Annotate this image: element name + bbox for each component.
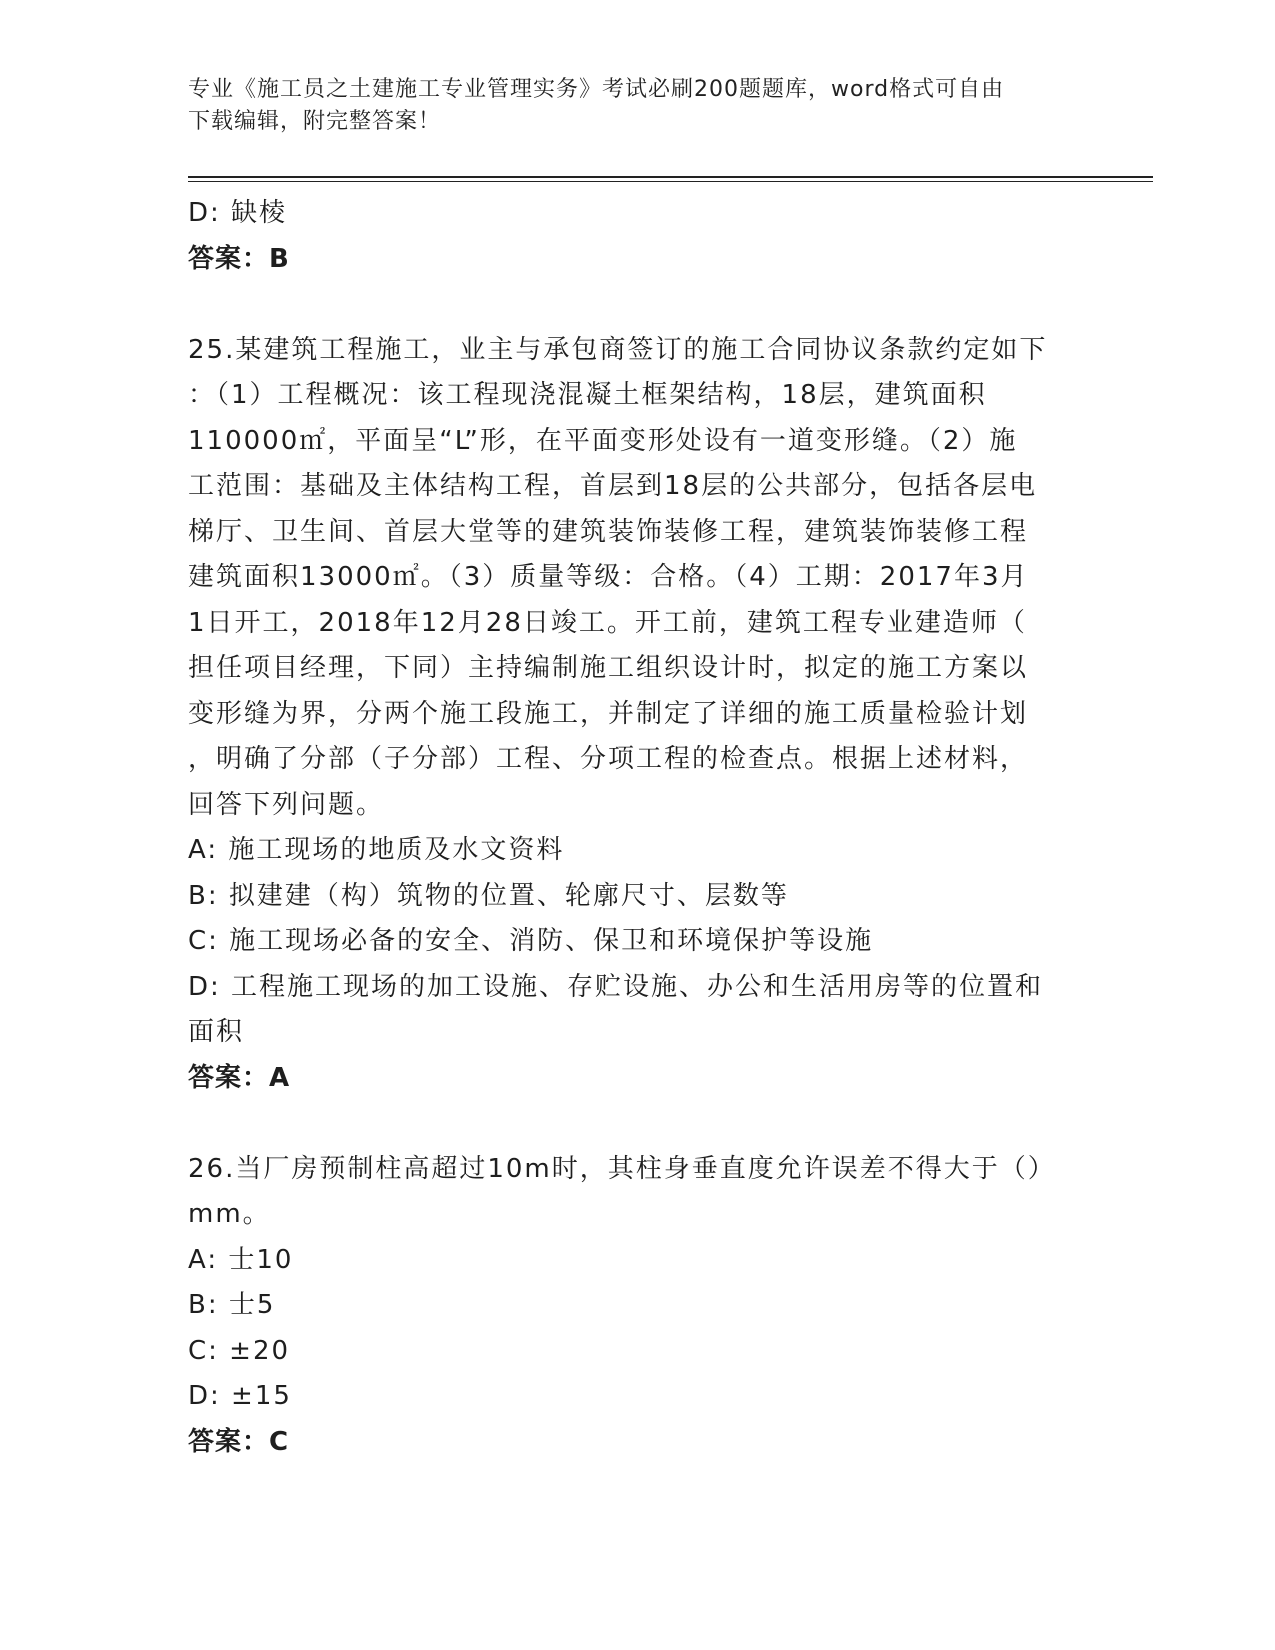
q25-stem-line: 回答下列问题。 (188, 789, 385, 820)
q25-option-d: D: 工程施工现场的加工设施、存贮设施、办公和生活用房等的位置和 (188, 971, 1044, 1002)
q25-stem-line: 工范围：基础及主体结构工程，首层到18层的公共部分，包括各层电 (188, 471, 1038, 501)
q25-stem-line: 担任项目经理，下同）主持编制施工组织设计时，拟定的施工方案以 (188, 653, 1029, 683)
document-body (188, 191, 1088, 1465)
page-header (188, 74, 1088, 138)
q26-stem-line: 26.当厂房预制柱高超过10m时，其柱身垂直度允许误差不得大于（） (188, 1153, 1056, 1184)
q25-stem-line: 梯厅、卫生间、首层大堂等的建筑装饰装修工程，建筑装饰装修工程 (188, 516, 1029, 547)
q26-option-b: B: 士5 (188, 1290, 276, 1320)
q25-stem-line: 110000㎡，平面呈“L”形，在平面变形处设有一道变形缝。（2）施 (188, 425, 1018, 456)
q25-stem-line: 1日开工，2018年12月28日竣工。开工前，建筑工程专业建造师（ (188, 607, 1027, 638)
header-line-2: 下载编辑，附完整答案！ (188, 109, 442, 134)
header-rule-thin (188, 181, 1153, 182)
q25-option-d-continued: 面积 (188, 1017, 245, 1047)
spacer (188, 1101, 1088, 1147)
q25-option-b: B: 拟建建（构）筑物的位置、轮廓尺寸、层数等 (188, 880, 789, 911)
q26-option-c: C: ±20 (188, 1335, 291, 1366)
q25-stem-line: ：（1）工程概况：该工程现浇混凝土框架结构，18层，建筑面积 (188, 380, 987, 410)
q24-option-d: D: 缺棱 (188, 198, 288, 228)
spacer (188, 282, 1088, 328)
q24-answer: 答案：B (188, 243, 290, 274)
q25-stem-line: ，明确了分部（子分部）工程、分项工程的检查点。根据上述材料， (188, 744, 1029, 774)
header-line-1: 专业《施工员之土建施工专业管理实务》考试必刷200题题库，word格式可自由 (188, 77, 1005, 102)
q25-answer: 答案：A (188, 1062, 291, 1093)
q25-option-c: C: 施工现场必备的安全、消防、保卫和环境保护等设施 (188, 926, 874, 956)
q26-answer: 答案：C (188, 1426, 290, 1457)
q26-option-d: D: ±15 (188, 1381, 292, 1411)
header-rule-thick (188, 176, 1153, 178)
q25-stem-line: 建筑面积13000㎡。（3）质量等级：合格。（4）工期：2017年3月 (188, 562, 1029, 592)
q25-stem-line: 变形缝为界，分两个施工段施工，并制定了详细的施工质量检验计划 (188, 698, 1029, 729)
q26-stem-line: mm。 (188, 1199, 271, 1229)
q25-stem-line: 25.某建筑工程施工，业主与承包商签订的施工合同协议条款约定如下 (188, 334, 1048, 365)
q25-stem (188, 328, 1088, 829)
q26-option-a: A: 士10 (188, 1244, 294, 1275)
q25-option-a: A: 施工现场的地质及水文资料 (188, 835, 565, 865)
